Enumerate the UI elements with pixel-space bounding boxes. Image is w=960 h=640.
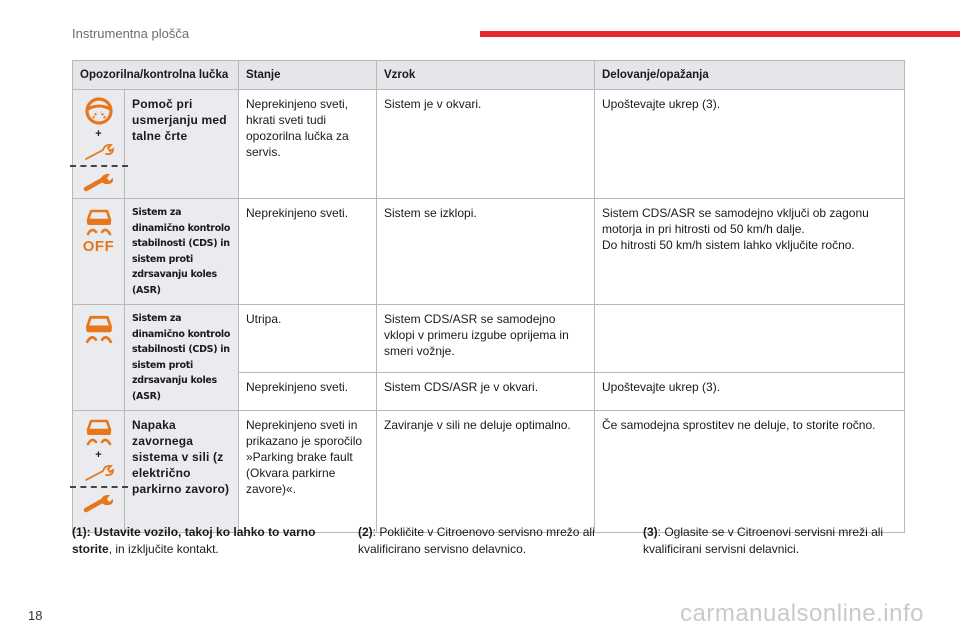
- table-row: [73, 411, 905, 533]
- lamp-name: Sistem za dinamično kontrolo stabilnosti (CDS) in sistem proti zdrsavanju koles (ASR): [125, 199, 239, 305]
- footnote-3: [643, 524, 908, 558]
- footnote-2-number: (2): [358, 525, 373, 539]
- state-cell: Neprekinjeno sveti.: [239, 199, 377, 305]
- watermark-text: carmanualsonline.info: [680, 600, 924, 627]
- footnote-2: [358, 524, 628, 558]
- state-cell: Utripa.: [239, 305, 377, 373]
- col-header-action: Delovanje/opažanja: [595, 61, 905, 90]
- divider-dashed: [70, 486, 128, 488]
- wrench-outline-icon: [83, 142, 115, 162]
- action-cell: Upoštevajte ukrep (3).: [595, 373, 905, 411]
- table-row: [73, 90, 905, 199]
- divider-dashed: [70, 165, 128, 167]
- footnote-1-colon: :: [86, 525, 95, 539]
- action-cell: [595, 305, 905, 373]
- skidding-car-icon: [82, 313, 116, 345]
- plus-sign: +: [95, 449, 102, 461]
- table-row: [73, 305, 905, 373]
- footnote-1-bold-text: Ustavite vozilo, takoj ko lahko to varno storite: [72, 525, 316, 556]
- action-cell: Upoštevajte ukrep (3).: [595, 90, 905, 199]
- lamp-icon-cell: [73, 90, 125, 199]
- action-line: Sistem CDS/ASR se samodejno vključi ob zagonu motorja in pri hitrosti od 50 km/h dalje.: [602, 206, 869, 236]
- action-cell: Če samodejna sprostitev ne deluje, to storite ročno.: [595, 411, 905, 533]
- warning-lamps-table: [72, 60, 905, 533]
- page-header-title: Instrumentna plošča: [72, 26, 190, 41]
- state-cell: Neprekinjeno sveti.: [239, 373, 377, 411]
- cause-cell: Sistem je v okvari.: [377, 90, 595, 199]
- lamp-name: Napaka zavornega sistema v sili (z električno parkirno zavoro): [125, 411, 239, 533]
- wrench-solid-icon: [83, 491, 115, 513]
- lamp-name: Pomoč pri usmerjanju med talne črte: [125, 90, 239, 199]
- steering-wheel-icon: [83, 96, 115, 126]
- lamp-icon-cell: [73, 411, 125, 533]
- footnote-2-text: : Pokličite v Citroenovo servisno mrežo ali kvalificirano servisno delavnico.: [358, 525, 595, 556]
- cause-cell: Zaviranje v sili ne deluje optimalno.: [377, 411, 595, 533]
- plus-sign: +: [95, 128, 102, 140]
- col-header-lamp: Opozorilna/kontrolna lučka: [73, 61, 239, 90]
- footnote-1-number: (1): [72, 525, 87, 539]
- wrench-outline-icon: [83, 463, 115, 483]
- state-cell: Neprekinjeno sveti, hkrati sveti tudi opozorilna lučka za servis.: [239, 90, 377, 199]
- cause-cell: Sistem se izklopi.: [377, 199, 595, 305]
- footnote-1: [72, 524, 342, 558]
- lamp-name: Sistem za dinamično kontrolo stabilnosti (CDS) in sistem proti zdrsavanju koles (ASR): [125, 305, 239, 411]
- footnote-3-number: (3): [643, 525, 658, 539]
- footnote-3-text: : Oglasite se v Citroenovi servisni mreži ali kvalificirani servisni delavnici.: [643, 525, 884, 556]
- page-number: 18: [28, 608, 43, 623]
- off-label: OFF: [82, 238, 115, 255]
- footnote-1-text: , in izključite kontakt.: [108, 542, 219, 556]
- cause-cell: Sistem CDS/ASR je v okvari.: [377, 373, 595, 411]
- skidding-car-icon: [83, 417, 115, 447]
- wrench-solid-icon: [83, 170, 115, 192]
- table-header-row: [73, 61, 905, 90]
- cause-cell: Sistem CDS/ASR se samodejno vklopi v primeru izgube oprijema in smeri vožnje.: [377, 305, 595, 373]
- skidding-car-icon: [83, 207, 115, 237]
- header-accent-bar: [480, 31, 960, 37]
- state-cell: Neprekinjeno sveti in prikazano je sporočilo »Parking brake fault (Okvara parkirne zavore)«.: [239, 411, 377, 533]
- lamp-icon-cell: [73, 199, 125, 305]
- col-header-state: Stanje: [239, 61, 377, 90]
- lamp-icon-cell: [73, 305, 125, 411]
- action-line: Do hitrosti 50 km/h sistem lahko vključite ročno.: [602, 238, 855, 252]
- col-header-cause: Vzrok: [377, 61, 595, 90]
- action-cell: [595, 199, 905, 305]
- table-row: [73, 199, 905, 305]
